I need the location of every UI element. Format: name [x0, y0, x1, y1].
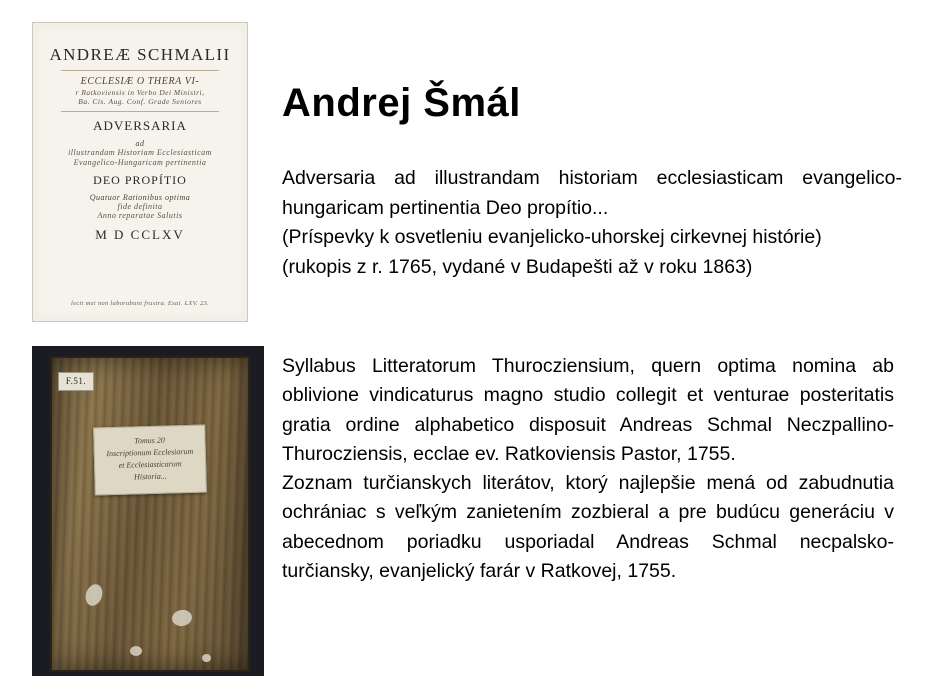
- facsimile-line-13: M D CCLXV: [95, 227, 185, 243]
- book-label-line-3: et Ecclesiasticarum: [118, 459, 182, 470]
- cover-wear-spot: [171, 608, 193, 627]
- book-cover-label: [93, 425, 207, 496]
- facsimile-line-2: ECCLESIÆ O THERA VI-: [80, 75, 200, 87]
- facsimile-line-10: Quatuor Rationibus optima: [89, 192, 191, 202]
- facsimile-rule-1: [61, 70, 219, 71]
- bottom-text-slovak: Zoznam turčianskych literátov, ktorý najlepšie mená od zabudnutia ochrániac s veľkým zanietením zozbieral a pre budúcu generáciu v abecednom poriadku usporiadal Andreas Schmal necpalsko-turčiansky, evanjelický farár v Ratkovej, 1755.: [282, 472, 894, 582]
- facsimile-line-8: Evangelico-Hungaricam pertinentia: [73, 157, 207, 167]
- page-title: Andrej Šmál: [282, 81, 521, 125]
- book-label-line-4: Historia...: [133, 471, 167, 482]
- facsimile-line-6: ad: [135, 139, 145, 149]
- bottom-text-block: [282, 352, 894, 586]
- shelf-tag: F.51.: [58, 372, 94, 391]
- facsimile-line-5: ADVERSARIA: [93, 118, 187, 134]
- facsimile-rule-2: [61, 111, 219, 112]
- bottom-text-latin: Syllabus Litteratorum Thurocziensium, quern optima nomina ab oblivione vindicaturus magno studio collegit et venturae posteritatis gratia ordine alphabetico disposuit Andreas Schmal Neczpallino-Thurocziensis, ecclae ev. Ratkoviensis Pastor, 1755.: [282, 355, 894, 465]
- book-label-line-2: Inscriptionum Ecclesiarum: [106, 446, 194, 459]
- cover-wear-spot: [130, 646, 142, 656]
- cover-wear-spot: [83, 582, 105, 608]
- facsimile-line-12: Anno reparatae Salutis: [97, 210, 183, 220]
- top-text-latin: Adversaria ad illustrandam historiam ecclesiasticam evangelico-hungaricam pertinentia Deo propítio...: [282, 167, 902, 219]
- facsimile-line-11: fide definita: [117, 201, 163, 211]
- title-page-inner: [39, 29, 241, 315]
- facsimile-line-4: Ba. Cis. Aug. Conf. Grade Seniores: [78, 96, 202, 106]
- book-label-line-1: Tomus 20: [134, 435, 165, 446]
- title-page-facsimile-image: [32, 22, 248, 322]
- facsimile-line-7: illustrandam Historiam Ecclesiasticam: [68, 148, 212, 158]
- facsimile-line-1: ANDREÆ SCHMALII: [49, 45, 231, 64]
- book-cover-board: [50, 356, 250, 672]
- facsimile-line-9: DEO PROPÍTIO: [93, 172, 187, 187]
- cover-wear-spot: [202, 654, 211, 662]
- facsimile-footer-line: lecti mei non laborabunt frustra. Esai. LXV. 23.: [71, 300, 209, 307]
- facsimile-line-3: r Ratkoviensis in Verbo Dei Ministri,: [75, 88, 205, 98]
- top-text-block: [282, 164, 902, 283]
- top-text-slovak: (Príspevky k osvetleniu evanjelicko-uhorskej cirkevnej histórie): [282, 226, 822, 249]
- book-cover-photo-image: [32, 346, 264, 676]
- top-text-note: (rukopis z r. 1765, vydané v Budapešti až v roku 1863): [282, 255, 753, 278]
